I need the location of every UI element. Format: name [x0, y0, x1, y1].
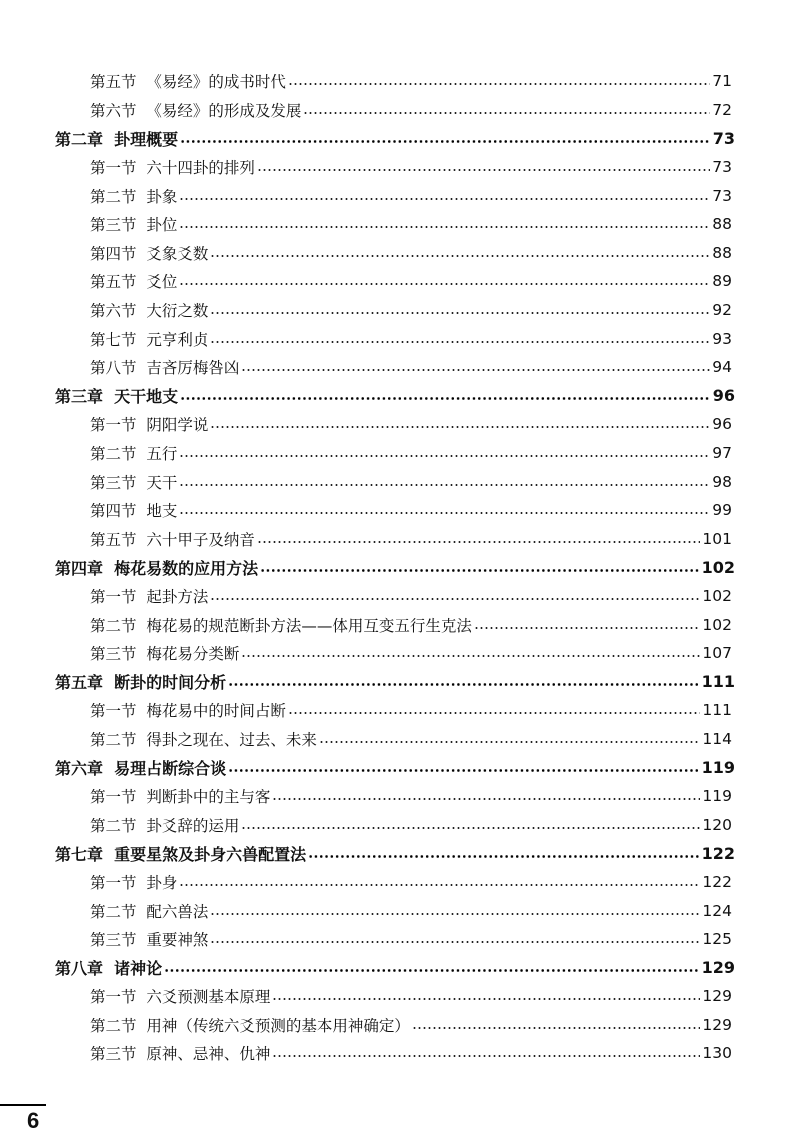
spacer	[137, 644, 147, 662]
spacer	[137, 873, 147, 891]
spacer	[137, 101, 147, 119]
section-number: 第二节	[90, 445, 137, 464]
spacer	[103, 758, 114, 777]
spacer	[137, 902, 147, 920]
page-ref: 129	[702, 1015, 732, 1034]
toc-chapter-entry[interactable]	[0, 553, 799, 582]
section-title: 卦身	[146, 873, 178, 892]
spacer	[103, 958, 114, 977]
section-number: 第三节	[90, 216, 137, 235]
toc-chapter-entry[interactable]	[0, 953, 799, 982]
section-number: 第六节	[90, 101, 137, 120]
chapter-title: 诸神论	[114, 959, 163, 979]
toc-section-entry[interactable]	[0, 696, 799, 725]
spacer	[103, 558, 114, 577]
chapter-number: 第三章	[55, 387, 104, 407]
spacer	[137, 244, 147, 262]
section-number: 第八节	[90, 359, 137, 378]
toc-chapter-entry[interactable]	[0, 839, 799, 868]
dot-leader	[288, 83, 710, 85]
dot-leader	[228, 683, 699, 686]
dot-leader	[272, 798, 700, 800]
section-number: 第五节	[90, 73, 137, 92]
toc-section-entry[interactable]	[0, 181, 799, 210]
dot-leader	[164, 969, 699, 972]
spacer	[137, 701, 147, 719]
dot-leader	[257, 541, 701, 543]
spacer	[103, 129, 114, 148]
section-title: 梅花易中的时间占断	[146, 702, 286, 721]
spacer	[137, 187, 147, 205]
dot-leader	[210, 426, 710, 428]
toc-section-entry[interactable]	[0, 96, 799, 125]
spacer	[137, 72, 147, 90]
spacer	[137, 530, 147, 548]
toc-section-entry[interactable]	[0, 1011, 799, 1040]
page-ref: 107	[702, 644, 732, 663]
spacer	[137, 473, 147, 491]
page-ref: 125	[702, 930, 732, 949]
page-ref: 111	[701, 672, 735, 692]
section-number: 第三节	[90, 645, 137, 664]
page-ref: 96	[712, 415, 732, 434]
spacer	[137, 272, 147, 290]
chapter-title: 重要星煞及卦身六兽配置法	[114, 844, 307, 864]
toc-section-entry[interactable]	[0, 725, 799, 754]
spacer	[103, 672, 114, 691]
spacer	[137, 215, 147, 233]
section-number: 第四节	[90, 502, 137, 521]
toc-section-entry[interactable]	[0, 467, 799, 496]
section-title: 用神（传统六爻预测的基本用神确定）	[146, 1016, 410, 1035]
chapter-title: 卦理概要	[114, 129, 179, 149]
dot-leader	[260, 569, 699, 572]
section-number: 第一节	[90, 873, 137, 892]
section-number: 第七节	[90, 330, 137, 349]
section-title: 吉吝厉梅咎凶	[146, 359, 240, 378]
section-title: 卦位	[146, 216, 178, 235]
chapter-number: 第四章	[55, 558, 104, 578]
toc-section-entry[interactable]	[0, 296, 799, 325]
page-footer	[0, 1084, 799, 1144]
toc-section-entry[interactable]	[0, 925, 799, 954]
dot-leader	[210, 913, 700, 915]
page-ref: 124	[702, 901, 732, 920]
section-number: 第五节	[90, 273, 137, 292]
toc-chapter-entry[interactable]	[0, 667, 799, 696]
section-number: 第二节	[90, 730, 137, 749]
chapter-number: 第八章	[55, 959, 104, 979]
chapter-number: 第五章	[55, 673, 104, 693]
page-ref: 120	[702, 815, 732, 834]
section-number: 第二节	[90, 187, 137, 206]
toc-chapter-entry[interactable]	[0, 382, 799, 411]
spacer	[137, 444, 147, 462]
section-title: 元亨利贞	[146, 330, 209, 349]
section-title: 起卦方法	[146, 587, 209, 606]
section-number: 第三节	[90, 473, 137, 492]
dot-leader	[210, 598, 700, 600]
dot-leader	[210, 255, 710, 257]
page-ref: 130	[702, 1044, 732, 1063]
section-title: 判断卦中的主与客	[146, 788, 271, 807]
spacer	[137, 987, 147, 1005]
page-ref: 111	[702, 701, 732, 720]
spacer	[103, 386, 114, 405]
page-ref: 102	[702, 615, 732, 634]
dot-leader	[412, 1027, 701, 1029]
dot-leader	[210, 341, 710, 343]
section-title: 大衍之数	[146, 302, 209, 321]
toc-chapter-entry[interactable]	[0, 124, 799, 153]
page-ref: 102	[702, 586, 732, 605]
page-ref: 73	[712, 128, 735, 148]
section-title: 地支	[146, 502, 178, 521]
page-ref: 96	[712, 386, 735, 406]
section-number: 第一节	[90, 587, 137, 606]
spacer	[137, 1044, 147, 1062]
page-ref: 99	[712, 501, 732, 520]
dot-leader	[241, 655, 700, 657]
section-number: 第一节	[90, 988, 137, 1007]
page-ref: 94	[712, 358, 732, 377]
section-title: 天干	[146, 473, 178, 492]
section-title: 《易经》的形成及发展	[146, 101, 302, 120]
spacer	[137, 730, 147, 748]
section-number: 第三节	[90, 1045, 137, 1064]
page-ref: 97	[712, 444, 732, 463]
dot-leader	[474, 627, 701, 629]
dot-leader	[257, 169, 710, 171]
section-title: 阴阳学说	[146, 416, 209, 435]
toc-section-entry[interactable]	[0, 810, 799, 839]
section-title: 六爻预测基本原理	[146, 988, 271, 1007]
page-ref: 73	[712, 158, 732, 177]
dot-leader	[241, 827, 700, 829]
page-ref: 98	[712, 472, 732, 491]
toc-section-entry[interactable]	[0, 868, 799, 897]
dot-leader	[210, 941, 700, 943]
dot-leader	[179, 283, 710, 285]
section-title: 五行	[146, 445, 178, 464]
dot-leader	[180, 140, 711, 143]
page-ref: 88	[712, 215, 732, 234]
dot-leader	[228, 769, 699, 772]
section-number: 第一节	[90, 159, 137, 178]
footer-rule	[0, 1104, 46, 1106]
spacer	[103, 844, 114, 863]
page-number: 6	[27, 1108, 40, 1133]
page-ref: 101	[702, 529, 732, 548]
section-title: 原神、忌神、仇神	[146, 1045, 271, 1064]
chapter-title: 梅花易数的应用方法	[114, 558, 259, 578]
section-number: 第二节	[90, 816, 137, 835]
toc-section-entry[interactable]	[0, 525, 799, 554]
page-ref: 114	[702, 729, 732, 748]
toc-section-entry[interactable]	[0, 439, 799, 468]
toc-chapter-entry[interactable]	[0, 753, 799, 782]
dot-leader	[308, 855, 699, 858]
section-title: 得卦之现在、过去、未来	[146, 730, 317, 749]
toc-section-entry[interactable]	[0, 582, 799, 611]
spacer	[137, 358, 147, 376]
page-ref: 122	[701, 843, 735, 863]
toc-section-entry[interactable]	[0, 496, 799, 525]
dot-leader	[272, 1055, 700, 1057]
toc-section-entry[interactable]	[0, 67, 799, 96]
page-ref: 88	[712, 243, 732, 262]
spacer	[137, 787, 147, 805]
section-title: 重要神煞	[146, 931, 209, 950]
section-title: 梅花易分类断	[146, 645, 240, 664]
dot-leader	[241, 369, 710, 371]
section-number: 第四节	[90, 244, 137, 263]
spacer	[137, 301, 147, 319]
toc-section-entry[interactable]	[0, 153, 799, 182]
section-title: 六十甲子及纳音	[146, 530, 255, 549]
spacer	[137, 501, 147, 519]
dot-leader	[319, 741, 701, 743]
dot-leader	[179, 484, 710, 486]
section-title: 爻位	[146, 273, 178, 292]
spacer	[137, 1016, 147, 1034]
toc-section-entry[interactable]	[0, 210, 799, 239]
section-number: 第六节	[90, 302, 137, 321]
spacer	[137, 330, 147, 348]
chapter-title: 天干地支	[114, 387, 179, 407]
toc-section-entry[interactable]	[0, 982, 799, 1011]
section-number: 第二节	[90, 902, 137, 921]
toc-section-entry[interactable]	[0, 782, 799, 811]
section-number: 第五节	[90, 530, 137, 549]
section-title: 《易经》的成书时代	[146, 73, 286, 92]
dot-leader	[179, 512, 710, 514]
page-ref: 92	[712, 301, 732, 320]
section-number: 第一节	[90, 702, 137, 721]
dot-leader	[179, 226, 710, 228]
chapter-number: 第七章	[55, 844, 104, 864]
chapter-title: 断卦的时间分析	[114, 673, 227, 693]
table-of-contents	[0, 67, 799, 1068]
chapter-number: 第六章	[55, 759, 104, 779]
spacer	[137, 158, 147, 176]
page-ref: 73	[712, 186, 732, 205]
section-number: 第二节	[90, 1016, 137, 1035]
page-ref: 122	[702, 872, 732, 891]
toc-section-entry[interactable]	[0, 353, 799, 382]
page-ref: 129	[701, 958, 735, 978]
page-ref: 89	[712, 272, 732, 291]
page-ref: 119	[701, 758, 735, 778]
toc-section-entry[interactable]	[0, 610, 799, 639]
page-ref: 72	[712, 100, 732, 119]
page-ref: 129	[702, 987, 732, 1006]
section-number: 第一节	[90, 788, 137, 807]
section-title: 爻象爻数	[146, 244, 209, 263]
spacer	[137, 930, 147, 948]
chapter-number: 第二章	[55, 129, 104, 149]
page-ref: 119	[702, 787, 732, 806]
section-number: 第三节	[90, 931, 137, 950]
dot-leader	[180, 397, 711, 400]
page-ref: 102	[701, 557, 735, 577]
spacer	[137, 816, 147, 834]
dot-leader	[272, 998, 700, 1000]
toc-section-entry[interactable]	[0, 267, 799, 296]
section-title: 卦爻辞的运用	[146, 816, 240, 835]
dot-leader	[179, 884, 700, 886]
toc-section-entry[interactable]	[0, 410, 799, 439]
spacer	[137, 616, 147, 634]
section-title: 六十四卦的排列	[146, 159, 255, 178]
section-number: 第一节	[90, 416, 137, 435]
toc-section-entry[interactable]	[0, 1039, 799, 1068]
chapter-title: 易理占断综合谈	[114, 759, 227, 779]
dot-leader	[288, 712, 701, 714]
page-ref: 93	[712, 329, 732, 348]
dot-leader	[210, 312, 710, 314]
dot-leader	[179, 455, 710, 457]
spacer	[137, 415, 147, 433]
section-number: 第二节	[90, 616, 137, 635]
section-title: 梅花易的规范断卦方法——体用互变五行生克法	[146, 616, 472, 635]
spacer	[137, 587, 147, 605]
section-title: 配六兽法	[146, 902, 209, 921]
section-title: 卦象	[146, 187, 178, 206]
toc-section-entry[interactable]	[0, 896, 799, 925]
toc-section-entry[interactable]	[0, 324, 799, 353]
page-ref: 71	[712, 72, 732, 91]
dot-leader	[303, 112, 710, 114]
toc-section-entry[interactable]	[0, 639, 799, 668]
toc-section-entry[interactable]	[0, 239, 799, 268]
dot-leader	[179, 198, 710, 200]
